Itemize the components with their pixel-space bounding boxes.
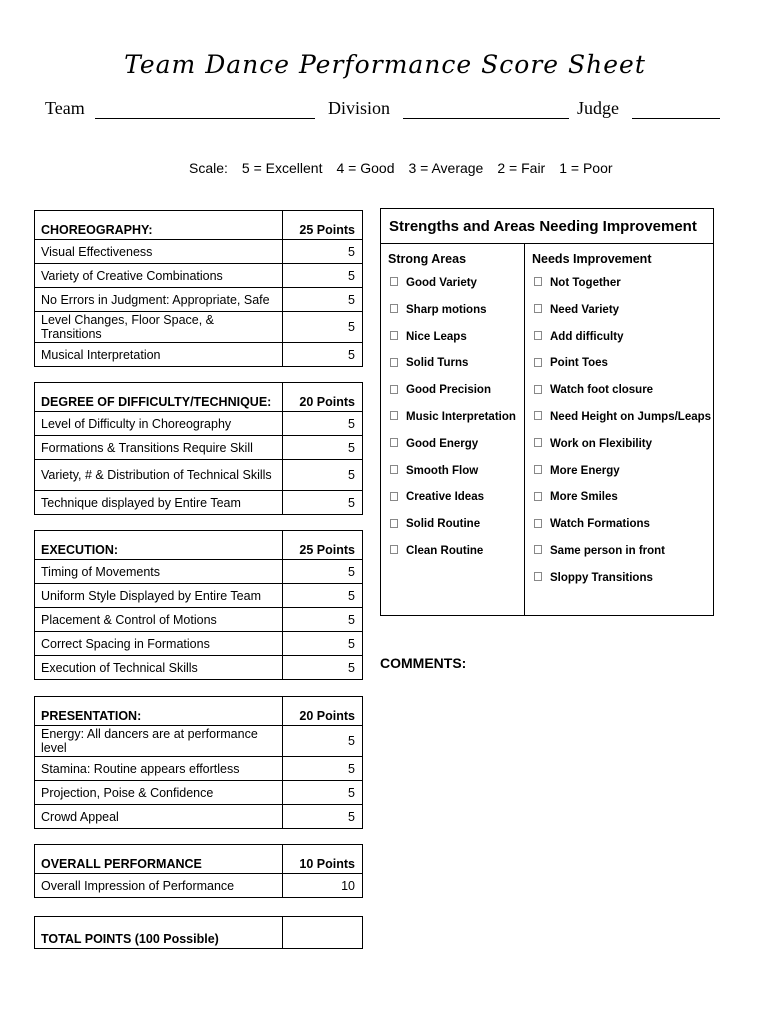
strong-area-item[interactable] [381, 458, 524, 485]
criterion-label: Execution of Technical Skills [35, 656, 283, 680]
strong-area-item[interactable] [381, 484, 524, 511]
item-label: More Smiles [550, 491, 618, 504]
checkbox-icon[interactable] [534, 385, 542, 394]
strong-area-item[interactable] [381, 297, 524, 324]
scale-item: 4 = Good [336, 160, 395, 176]
judge-line[interactable] [632, 100, 720, 119]
checkbox-icon[interactable] [534, 465, 542, 474]
header-fields [45, 98, 725, 124]
strengths-panel [380, 208, 714, 616]
scale-item: 1 = Poor [559, 160, 613, 176]
criterion-label: Stamina: Routine appears effortless [35, 757, 283, 781]
division-label: Division [328, 98, 391, 118]
section-points: 20 Points [283, 697, 363, 726]
overall-table [34, 844, 363, 898]
item-label: Solid Turns [406, 357, 469, 370]
checkbox-icon[interactable] [390, 277, 398, 286]
scale-legend [189, 160, 627, 176]
checkbox-icon[interactable] [534, 572, 542, 581]
strong-area-item[interactable] [381, 350, 524, 377]
criterion-value[interactable]: 5 [283, 288, 363, 312]
checkbox-icon[interactable] [390, 545, 398, 554]
criterion-value[interactable]: 5 [283, 584, 363, 608]
checkbox-icon[interactable] [390, 331, 398, 340]
item-label: Creative Ideas [406, 491, 484, 504]
item-label: Watch Formations [550, 518, 650, 531]
checkbox-icon[interactable] [390, 465, 398, 474]
item-label: Good Energy [406, 437, 479, 450]
scale-item: 5 = Excellent [241, 160, 323, 176]
team-label: Team [45, 98, 85, 118]
criterion-label: Level Changes, Floor Space, & Transitions [35, 312, 283, 343]
comments-label: COMMENTS: [380, 655, 467, 671]
strong-area-item[interactable] [381, 538, 524, 565]
execution-table [34, 530, 363, 680]
criterion-label: Projection, Poise & Confidence [35, 781, 283, 805]
checkbox-icon[interactable] [390, 304, 398, 313]
checkbox-icon[interactable] [534, 438, 542, 447]
criterion-label: Level of Difficulty in Choreography [35, 412, 283, 436]
item-label: Good Variety [406, 277, 477, 289]
checkbox-icon[interactable] [534, 358, 542, 367]
criterion-label: Uniform Style Displayed by Entire Team [35, 584, 283, 608]
item-label: Same person in front [550, 544, 666, 557]
needs-item[interactable] [525, 297, 713, 324]
criterion-value[interactable]: 5 [283, 436, 363, 460]
criterion-value[interactable]: 5 [283, 726, 363, 757]
needs-item[interactable] [525, 458, 713, 485]
total-value[interactable] [283, 917, 363, 949]
criterion-label: Variety of Creative Combinations [35, 264, 283, 288]
needs-item[interactable] [525, 404, 713, 431]
item-label: Point Toes [550, 357, 608, 370]
needs-improvement-header: Needs Improvement [532, 252, 652, 266]
strengths-title: Strengths and Areas Needing Improvement [381, 209, 713, 244]
criterion-label: Musical Interpretation [35, 343, 283, 367]
criterion-label: Crowd Appeal [35, 805, 283, 829]
item-label: Watch foot closure [550, 384, 654, 397]
needs-item[interactable] [525, 431, 713, 458]
criterion-label: Energy: All dancers are at performance level [35, 726, 283, 757]
choreography-table [34, 210, 363, 367]
criterion-label: Placement & Control of Motions [35, 608, 283, 632]
strong-area-item[interactable] [381, 431, 524, 458]
judge-label: Judge [577, 98, 619, 118]
needs-item[interactable] [525, 377, 713, 404]
criterion-value[interactable]: 5 [283, 805, 363, 829]
needs-improvement-column [525, 244, 713, 615]
checkbox-icon[interactable] [390, 411, 398, 420]
item-label: Smooth Flow [406, 464, 479, 477]
criterion-value[interactable]: 5 [283, 560, 363, 584]
criterion-label: Correct Spacing in Formations [35, 632, 283, 656]
division-line[interactable] [403, 100, 569, 119]
checkbox-icon[interactable] [390, 385, 398, 394]
checkbox-icon[interactable] [390, 358, 398, 367]
criterion-label: No Errors in Judgment: Appropriate, Safe [35, 288, 283, 312]
section-title: OVERALL PERFORMANCE [35, 845, 283, 874]
item-label: Add difficulty [550, 330, 624, 343]
needs-item[interactable] [525, 324, 713, 351]
presentation-table [34, 696, 363, 829]
criterion-value[interactable]: 5 [283, 240, 363, 264]
checkbox-icon[interactable] [534, 519, 542, 528]
strong-area-item[interactable] [381, 511, 524, 538]
strong-area-item[interactable] [381, 404, 524, 431]
criterion-label: Formations & Transitions Require Skill [35, 436, 283, 460]
criterion-value[interactable]: 5 [283, 608, 363, 632]
criterion-value[interactable]: 5 [283, 632, 363, 656]
checkbox-icon[interactable] [534, 277, 542, 286]
item-label: Need Variety [550, 303, 620, 316]
team-line[interactable] [95, 100, 315, 119]
item-label: More Energy [550, 464, 620, 477]
needs-item[interactable] [525, 511, 713, 538]
total-table [34, 916, 363, 949]
criterion-label: Visual Effectiveness [35, 240, 283, 264]
item-label: Work on Flexibility [550, 437, 653, 450]
item-label: Good Precision [406, 384, 491, 397]
item-label: Nice Leaps [406, 330, 467, 343]
strong-areas-header: Strong Areas [388, 252, 467, 266]
item-label: Solid Routine [406, 518, 481, 531]
section-title: EXECUTION: [35, 531, 283, 560]
section-points: 25 Points [283, 211, 363, 240]
needs-item[interactable] [525, 565, 713, 592]
item-label: Need Height on Jumps/Leaps [550, 410, 712, 423]
scale-item: 2 = Fair [497, 160, 546, 176]
difficulty-table [34, 382, 363, 515]
section-title: DEGREE OF DIFFICULTY/TECHNIQUE: [35, 383, 283, 412]
strong-area-item[interactable] [381, 324, 524, 351]
section-points: 10 Points [283, 845, 363, 874]
team-field[interactable] [45, 98, 315, 119]
checkbox-icon[interactable] [534, 331, 542, 340]
checkbox-icon[interactable] [534, 492, 542, 501]
total-label: TOTAL POINTS (100 Possible) [35, 917, 283, 949]
criterion-label: Overall Impression of Performance [35, 874, 283, 898]
section-title: PRESENTATION: [35, 697, 283, 726]
needs-item[interactable] [525, 270, 713, 297]
criterion-value[interactable]: 10 [283, 874, 363, 898]
scale-label: Scale: [189, 160, 228, 176]
needs-item[interactable] [525, 350, 713, 377]
section-title: CHOREOGRAPHY: [35, 211, 283, 240]
criterion-value[interactable]: 5 [283, 412, 363, 436]
item-label: Music Interpretation [406, 410, 516, 423]
criterion-label: Technique displayed by Entire Team [35, 491, 283, 515]
item-label: Sloppy Transitions [550, 571, 653, 584]
item-label: Sharp motions [406, 303, 487, 316]
section-points: 20 Points [283, 383, 363, 412]
criterion-label: Variety, # & Distribution of Technical Skills [35, 460, 283, 491]
section-points: 25 Points [283, 531, 363, 560]
criterion-value[interactable]: 5 [283, 312, 363, 343]
criterion-value[interactable]: 5 [283, 757, 363, 781]
item-label: Not Together [550, 277, 621, 289]
strong-area-item[interactable] [381, 377, 524, 404]
judge-field[interactable] [577, 98, 720, 119]
checkbox-icon[interactable] [534, 411, 542, 420]
checkbox-icon[interactable] [534, 545, 542, 554]
strong-areas-column [381, 244, 525, 615]
needs-item[interactable] [525, 484, 713, 511]
needs-item[interactable] [525, 538, 713, 565]
criterion-value[interactable]: 5 [283, 264, 363, 288]
checkbox-icon[interactable] [390, 519, 398, 528]
item-label: Clean Routine [406, 544, 484, 557]
page-title: Team Dance Performance Score Sheet [124, 50, 646, 79]
criterion-label: Timing of Movements [35, 560, 283, 584]
criterion-value[interactable]: 5 [283, 491, 363, 515]
checkbox-icon[interactable] [390, 438, 398, 447]
strong-area-item[interactable] [381, 270, 524, 297]
checkbox-icon[interactable] [534, 304, 542, 313]
criterion-value[interactable]: 5 [283, 781, 363, 805]
criterion-value[interactable]: 5 [283, 460, 363, 491]
criterion-value[interactable]: 5 [283, 656, 363, 680]
division-field[interactable] [328, 98, 569, 119]
criterion-value[interactable]: 5 [283, 343, 363, 367]
scale-item: 3 = Average [408, 160, 484, 176]
checkbox-icon[interactable] [390, 492, 398, 501]
